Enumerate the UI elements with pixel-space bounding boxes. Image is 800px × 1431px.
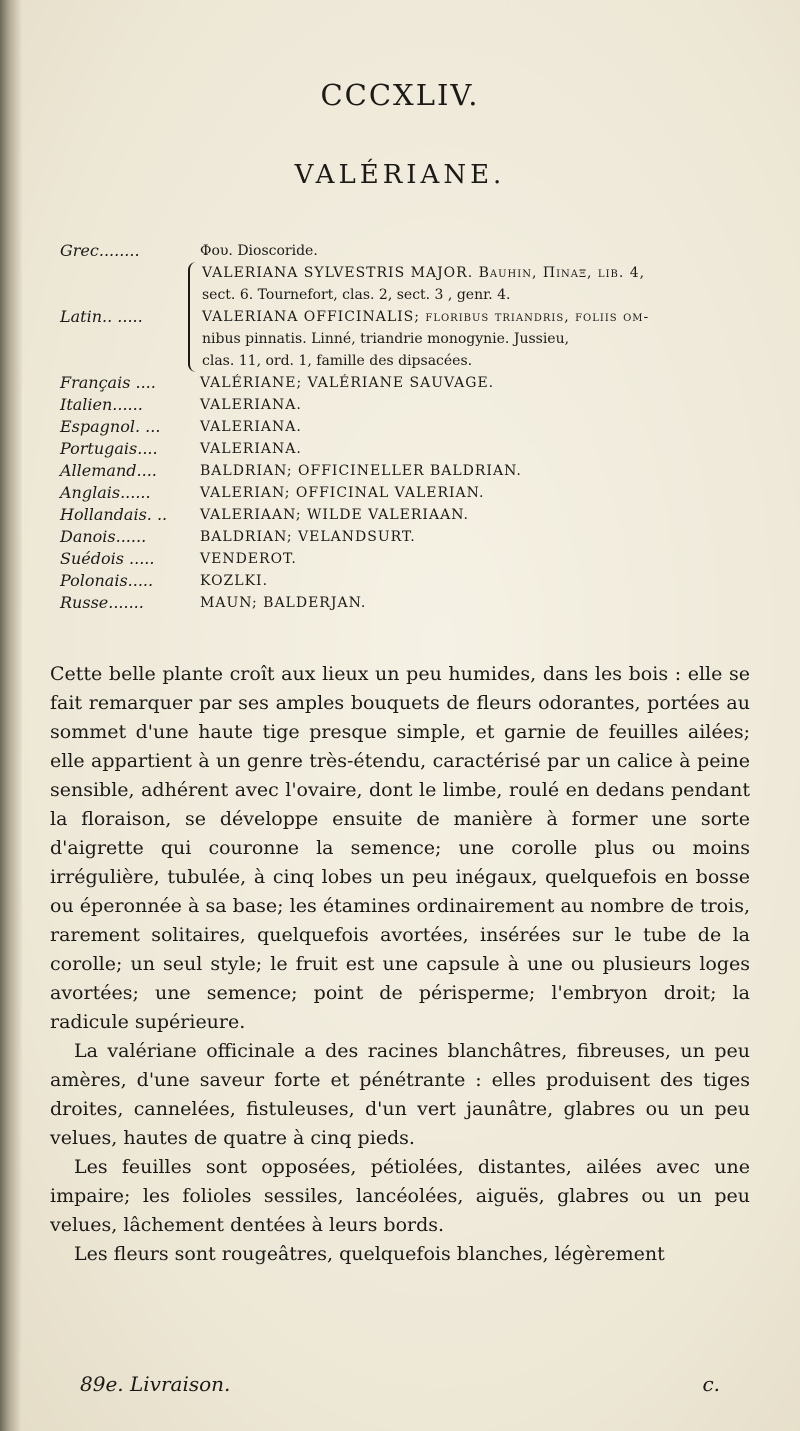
language-value: VALERIAAN; WILDE VALERIAAN. bbox=[200, 507, 469, 523]
latin-line: nibus pinnatis. Linné, triandrie monogynie. Jussieu, bbox=[202, 331, 570, 347]
page-title: VALÉRIANE. bbox=[294, 160, 506, 190]
page-footer bbox=[80, 1372, 720, 1396]
latin-line: sect. 6. Tournefort, clas. 2, sect. 3 , genr. 4. bbox=[202, 287, 511, 303]
name-row bbox=[60, 460, 730, 482]
description-text bbox=[50, 660, 750, 1269]
paragraph: Les feuilles sont opposées, pétiolées, distantes, ailées avec une impaire; les folioles sessiles, lancéolées, aiguës, glabres ou un peu velues, lâchement dentées à leurs bords. bbox=[50, 1156, 750, 1236]
language-value: VALERIAN; OFFICINAL VALERIAN. bbox=[200, 485, 485, 501]
language-value: VALÉRIANE; VALÉRIANE SAUVAGE. bbox=[200, 375, 495, 391]
language-label: Français .... bbox=[60, 373, 156, 392]
name-row-latin bbox=[60, 262, 730, 372]
latin-line: clas. 11, ord. 1, famille des dipsacées. bbox=[202, 353, 473, 369]
language-value: VALERIANA. bbox=[200, 441, 302, 457]
language-label: Anglais...... bbox=[60, 483, 151, 502]
language-value: BALDRIAN; OFFICINELLER BALDRIAN. bbox=[200, 463, 522, 479]
book-spine-shadow bbox=[0, 0, 22, 1431]
paragraph: Cette belle plante croît aux lieux un peu humides, dans les bois : elle se fait remarquer par ses amples bouquets de fleurs odorantes, portées au sommet d'une haute tige presque simple, et garnie de feuilles ailées; elle appartient à un genre très-étendu, caractérisé par un calice à peine sensible, adhérent avec l'ovaire, dont le limbe, roulé en dedans pendant la floraison, se développe ensuite de manière à former une sorte d'aigrette qui couronne la semence; une corolle plus ou moins irrégulière, tubulée, à cinq lobes un peu inégaux, quelquefois en bosse ou éperonnée à sa base; les étamines ordinairement au nombre de trois, rarement solitaires, quelquefois avortées, insérées sur le tube de la corolle; un seul style; le fruit est une capsule à une ou plusieurs loges avortées; une semence; point de périsperme; l'embryon droit; la radicule supérieure. bbox=[50, 663, 750, 1033]
language-value: VALERIANA. bbox=[200, 397, 302, 413]
language-label: Grec........ bbox=[60, 241, 140, 260]
language-value: VALERIANA. bbox=[200, 419, 302, 435]
language-label: Italien...... bbox=[60, 395, 143, 414]
name-row bbox=[60, 394, 730, 416]
name-row-grec bbox=[60, 240, 730, 262]
language-label: Espagnol. ... bbox=[60, 417, 161, 436]
language-label: Suédois ..... bbox=[60, 549, 155, 568]
name-row bbox=[60, 504, 730, 526]
language-label: Portugais.... bbox=[60, 439, 158, 458]
name-row bbox=[60, 438, 730, 460]
plate-number: CCCXLIV. bbox=[320, 78, 480, 112]
language-value: VENDEROT. bbox=[200, 551, 297, 567]
language-label: Polonais..... bbox=[60, 571, 154, 590]
name-row bbox=[60, 570, 730, 592]
name-row bbox=[60, 526, 730, 548]
name-row bbox=[60, 548, 730, 570]
paragraph: La valériane officinale a des racines blanchâtres, fibreuses, un peu amères, d'une saveur forte et pénétrante : elles produisent des tiges droites, cannelées, fistuleuses, d'un vert jaunâtre, glabres ou un peu velues, hautes de quatre à cinq pieds. bbox=[50, 1040, 750, 1149]
language-value: Φου. Dioscoride. bbox=[200, 243, 318, 259]
gathering-letter: c. bbox=[702, 1372, 720, 1396]
latin-line: VALERIANA SYLVESTRIS MAJOR. Bauhin, Πιναξ, lib. 4, bbox=[202, 265, 646, 281]
language-value: BALDRIAN; VELANDSURT. bbox=[200, 529, 416, 545]
language-value: MAUN; BALDERJAN. bbox=[200, 595, 367, 611]
latin-synonyms bbox=[202, 262, 730, 372]
name-row bbox=[60, 482, 730, 504]
language-label: Russe....... bbox=[60, 593, 144, 612]
synonymy-table bbox=[60, 240, 730, 614]
language-value: KOZLKI. bbox=[200, 573, 269, 589]
latin-line: VALERIANA OFFICINALIS; floribus triandris, foliis om- bbox=[202, 309, 650, 325]
brace-icon bbox=[188, 262, 200, 372]
name-row bbox=[60, 372, 730, 394]
paragraph: Les fleurs sont rougeâtres, quelquefois blanches, légèrement bbox=[74, 1243, 665, 1265]
name-row bbox=[60, 592, 730, 614]
language-label: Hollandais. .. bbox=[60, 505, 168, 524]
language-label: Allemand.... bbox=[60, 461, 157, 480]
signature-mark: 89e. Livraison. bbox=[80, 1372, 231, 1396]
language-label: Danois...... bbox=[60, 527, 147, 546]
name-row bbox=[60, 416, 730, 438]
language-label: Latin.. ..... bbox=[60, 307, 143, 326]
